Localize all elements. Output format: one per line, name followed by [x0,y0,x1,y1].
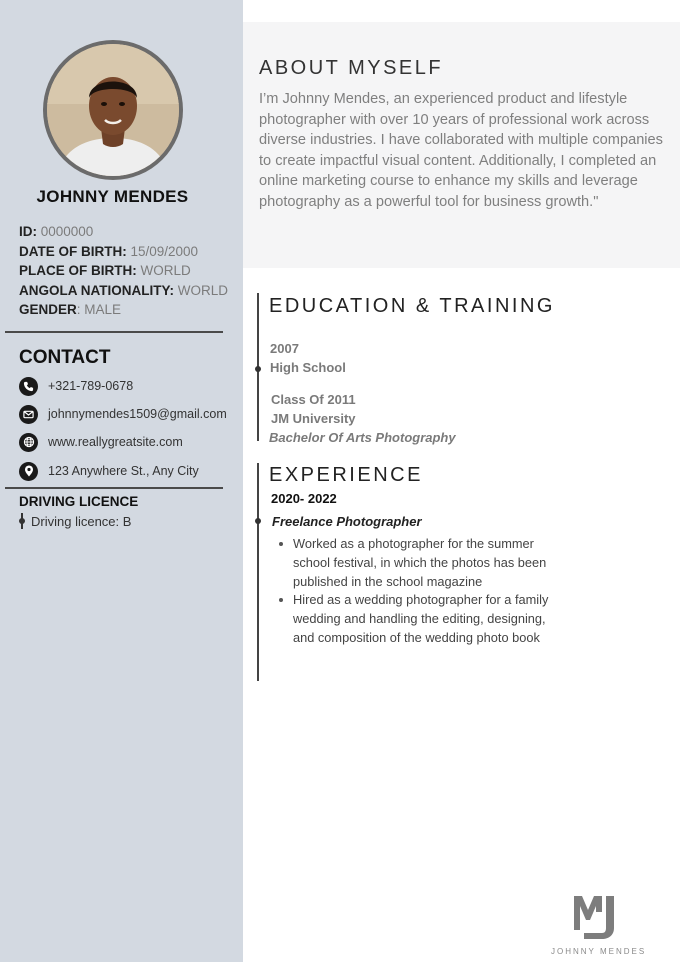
info-row-date-of-birth: DATE OF BIRTH: 15/09/2000 [19,243,199,259]
phone-icon [19,377,38,396]
education-title: EDUCATION & TRAINING [269,295,555,317]
website-link[interactable]: www.reallygreatsite.com [48,435,183,449]
experience-role: Freelance Photographer [272,514,422,529]
location-pin-icon [19,462,38,481]
experience-timeline-line [257,463,259,681]
contact-website [19,431,183,453]
address-text: 123 Anywhere St., Any City [48,464,199,478]
contact-phone [19,375,133,397]
education-school: High School [270,360,346,375]
timeline-dot [255,518,261,524]
about-text: I’m Johnny Mendes, an experienced product and lifestyle photographer with over 10 years of professional work across diverse industries. I have collaborated with multiple companies to create impactful visual content. Additionally, I completed an online marketing course to enhance my skills and leverage photography as a powerful tool for business growth." [259,91,663,210]
contact-email [19,403,227,425]
info-row-id: ID: 0000000 [19,224,94,239]
contact-address [19,460,199,482]
experience-years: 2020- 2022 [271,491,337,506]
list-item: Worked as a photographer for the summer school festival, in which the photos has been published in the school magazine [277,535,552,591]
logo-text: JOHNNY MENDES [551,947,647,956]
education-year: Class Of 2011 [271,392,356,407]
driving-licence-title: DRIVING LICENCE [19,494,139,509]
experience-bullets [277,535,552,648]
profile-name: JOHNNY MENDES [36,187,189,206]
divider [5,331,223,333]
email-link[interactable]: johnnymendes1509@gmail.com [48,407,227,421]
phone-number[interactable]: +321-789-0678 [48,379,134,393]
globe-icon [19,433,38,452]
contact-title: CONTACT [19,347,111,368]
divider [5,487,223,489]
email-icon [19,405,38,424]
list-item: Hired as a wedding photographer for a family wedding and handling the editing, designing, and composition of the wedding photo book [277,591,552,647]
timeline-bullet-icon [19,513,25,529]
driving-licence-text: Driving licence: B [31,513,132,529]
education-school: JM University [271,411,356,426]
experience-title: EXPERIENCE [269,464,423,486]
logo [570,892,624,942]
personal-info [19,222,228,320]
about-title: ABOUT MYSELF [259,57,444,79]
profile-photo-frame [43,40,183,180]
info-row-nationality: ANGOLA NATIONALITY: WORLD [19,282,228,298]
education-degree: Bachelor Of Arts Photography [269,430,456,445]
driving-licence-item [19,513,131,529]
timeline-dot [255,366,261,372]
info-row-gender: GENDER: MALE [19,302,122,317]
avatar [47,44,179,176]
education-year: 2007 [270,341,299,356]
info-row-place-of-birth: PLACE OF BIRTH: WORLD [19,263,191,278]
